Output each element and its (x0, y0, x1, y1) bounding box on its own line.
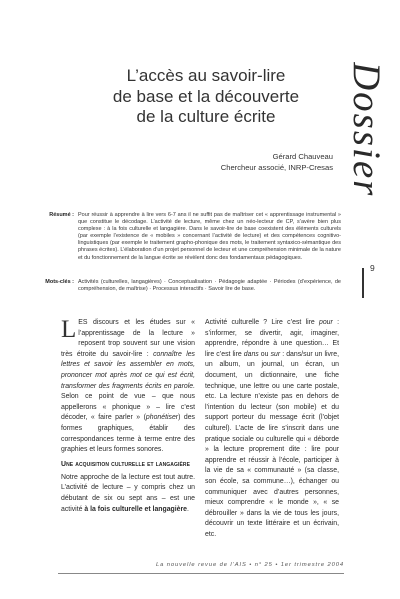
text-span: Activité culturelle ? Lire c’est lire (205, 319, 320, 326)
text-span: Notre approche de la lecture est tout autre. L’activité de lecture – y compris chez un débutant de six ou sept ans – est une activité (61, 473, 195, 513)
resume-label: Résumé : (49, 212, 74, 218)
resume-text: Pour réussir à apprendre à lire vers 6-7 ans il ne suffit pas de maîtriser cet « apprentissage instrumental » que constitue le décodage. L’activité de lecture, même chez un néo-lecteur de CP, s’avère bien plus complexe : à la fois culturelle et langagière. Dans le savoir-lire de base coexistent des éléments culturels (par exemple l’existence de « mobiles » concernant l’activité de lecture) et des compétences cognitivo-linguistiques (par exemple le traitement grapho-phonique des mots, le traitement syntaxico-sémantique des phrases écrites). L’élaboration d’un projet personnel de lecteur et une compréhension minimale de la nature et du fonctionnement de la langue écrite se révèlent donc des fondamentaux pédagogiques. (78, 212, 341, 261)
section-subheading (61, 460, 195, 470)
paragraph (61, 318, 195, 456)
text-emphasis: dans (243, 350, 259, 358)
abstract-resume (36, 212, 341, 276)
text-emphasis: pour (319, 319, 333, 326)
text-span: Selon ce point de vue – que nous appellerons « phonique » – lire c’est décoder, « faire parler » ( (61, 393, 195, 422)
text-emphasis: connaître les lettres et savoir les assembler en mots, prononcer mot après mot ce qui est écrit, transformer des fragments écrits en parole. (61, 350, 195, 390)
abstract-keywords (36, 279, 341, 307)
text-span: ) des formes graphiques, établir des correspondances terme à terme entre des graphies et leurs formes sonores. (61, 414, 195, 454)
footer-rule (58, 573, 344, 574)
section-label-text: Dossier (345, 62, 388, 198)
text-span: ES discours et les études sur « l’apprentissage de la lecture » reposent trop souvent sur une vision très étroite du savoir-lire : (61, 319, 195, 358)
journal-footer: La nouvelle revue de l’AIS • n° 25 • 1er trimestre 2004 (156, 562, 344, 568)
author-name: Gérard Chauveau (272, 152, 333, 161)
article-title (80, 66, 332, 128)
side-rule (362, 268, 364, 298)
author-block (221, 151, 333, 173)
page-number: 9 (370, 263, 375, 273)
title-line: de base et la découverte (112, 86, 300, 106)
body-column-left (61, 318, 195, 515)
title-line: de la culture écrite (136, 107, 276, 126)
author-affiliation: Chercheur associé, INRP-Cresas (220, 163, 333, 172)
keywords-label: Mots-clés : (45, 279, 74, 285)
body-column-right (205, 318, 339, 540)
text-span: : s’informer, se divertir, agir, imaginer, apprendre, répondre à une question… Et lire c’est lire (205, 319, 339, 358)
drop-cap: L (61, 316, 77, 343)
title-line: L’accès au savoir-lire (126, 66, 286, 85)
subheading-text: Une acquisition culturelle et langagière (61, 460, 191, 468)
text-span: ou (258, 350, 271, 358)
text-span: . (187, 505, 189, 513)
section-label (341, 62, 391, 250)
keywords-text: Activités (culturelles, langagières) · Conceptualisation · Pédagogie adaptée · Périodes (d’expérience, de compréhension, de maîtrise) · Processus interactifs · Savoir lire de base. (78, 279, 341, 293)
text-emphasis: phonétiser (145, 414, 179, 422)
paragraph (61, 473, 195, 515)
text-strong: à la fois culturelle et langagière (84, 505, 188, 513)
paragraph (205, 318, 339, 540)
text-emphasis: sur (270, 350, 281, 358)
text-span: : dans/sur un livre, un album, un journal, un écran, un document, un dictionnaire, une fiche technique, une lettre ou une carte postale, etc. La lecture n’existe pas en dehors de l’intention du lecteur (son mobile) et du support porteur du message écrit (l’objet culturel). L’acte de lire s’inscrit dans une pratique sociale ou culturelle qui « déborde » la lecture proprement dite : lire pour apprendre et réussir à l’école, participer à la vie de sa « communauté » (sa classe, son école, sa commune…), échanger ou communiquer avec d’autres personnes, mieux comprendre « le monde », « se débrouiller » dans la vie de tous les jours, découvrir un texte littéraire et un écrivain, etc. (205, 350, 340, 538)
